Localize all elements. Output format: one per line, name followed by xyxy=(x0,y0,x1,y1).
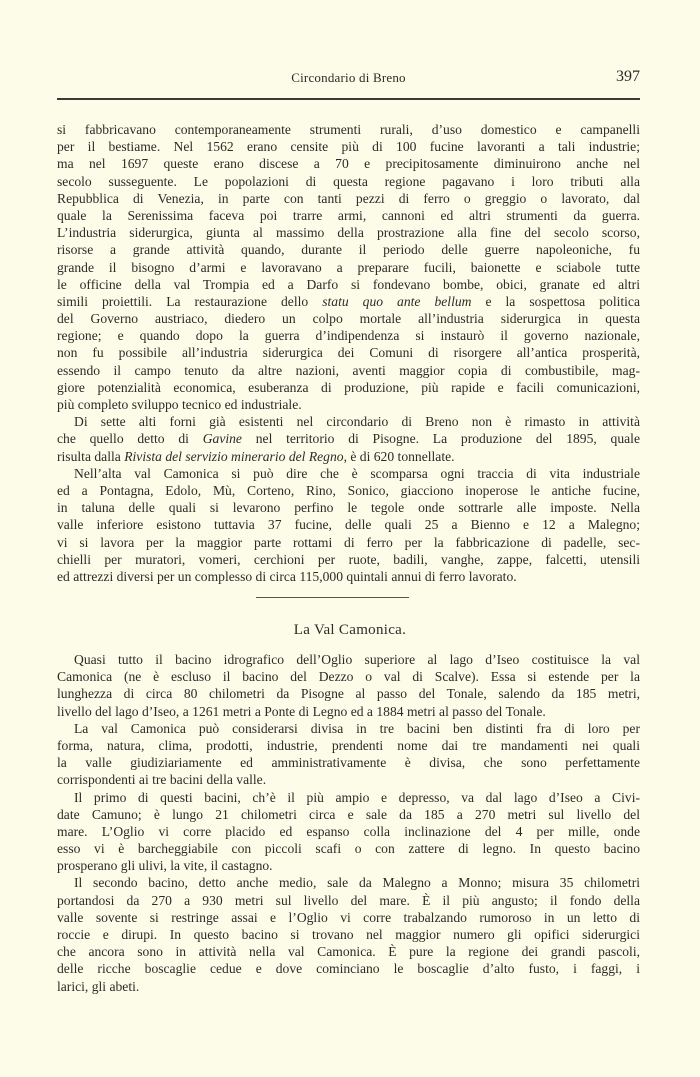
text-line: in taluna delle quali si levarono perfino le tegole onde sottrarle alle imposte. Nella xyxy=(57,500,640,516)
paragraph xyxy=(57,651,640,720)
text-line: date Camuno; è lungo 21 chilometri circa e sale da 185 a 270 metri sul livello del xyxy=(57,806,640,822)
text-line: quale la Serenissima faceva poi trarre armi, cannoni ed altri strumenti da guerra. xyxy=(57,207,640,223)
section-body-val-camonica xyxy=(57,651,640,995)
text-line: ed attrezzi diversi per un complesso di circa 115,000 quintali annui di ferro lavorato. xyxy=(57,568,517,584)
text-line: per il bestiame. Nel 1562 erano censite più di 100 fucine lavoranti a tali industrie; xyxy=(57,139,640,155)
text-line: chielli per muratori, vomeri, cerchioni per ruote, badili, vanghe, zappe, falcetti, utensili xyxy=(57,551,640,567)
section-title: La Val Camonica. xyxy=(293,622,407,638)
text-line: La val Camonica può considerarsi divisa in tre bacini ben distinti fra di loro per xyxy=(74,720,640,736)
text-line: giore potenzialità economica, esuberanza di produzione, più rapide e facili comunicazioni, xyxy=(57,379,640,395)
text-line: non fu possibile all’industria siderurgica dei Comuni di risorgere all’antica prosperità, xyxy=(57,345,640,361)
paragraph xyxy=(57,789,640,875)
text-line: la valle giudiziariamente ed amministrativamente è divisa, che sono perfettamente xyxy=(57,755,640,771)
header-rule xyxy=(57,98,640,100)
text-line: forma, natura, clima, prodotti, industrie, prendenti nome dai tre mandamenti nei quali xyxy=(57,737,640,753)
text-line: che quello detto di Gavine nel territorio di Pisogne. La produzione del 1895, quale xyxy=(57,431,640,447)
text-line: livello del lago d’Iseo, a 1261 metri a Ponte di Legno ed a 1884 metri al passo del Tonale. xyxy=(57,703,546,719)
text-line: valle inferiore esistono tuttavia 37 fucine, delle quali 25 a Bienno e 12 a Malegno; xyxy=(57,517,640,533)
text-line: risorse a grande attività quando, durante il periodo delle guerre napoleoniche, fu xyxy=(57,242,640,258)
text-line: mare. L’Oglio vi corre placido ed espanso colla inclinazione del 4 per mille, onde xyxy=(57,823,640,839)
italic-title: Rivista del servizio minerario del Regno xyxy=(124,448,344,464)
paragraph xyxy=(57,874,640,994)
text-line: L’industria siderurgica, giunta al massimo della prostrazione alla fine del secolo scorso, xyxy=(57,225,640,241)
paragraph xyxy=(57,720,640,789)
text-line: essendo il campo tenuto da altre nazioni, aventi maggior copia di combustibile, mag- xyxy=(57,362,640,378)
text-line: più completo sviluppo tecnico ed industriale. xyxy=(57,397,302,412)
text-line: Il secondo bacino, detto anche medio, sale da Malegno a Monno; misura 35 chilometri xyxy=(74,875,640,891)
text-line: Camonica (ne è escluso il bacino del Dezzo o val di Scalve). Essa si estende per la xyxy=(57,669,640,685)
text-line: regione; e quando dopo la guerra d’indipendenza si instaurò il governo nazionale, xyxy=(57,328,640,344)
text-line: risulta dalla Rivista del servizio minerario del Regno, è di 620 tonnellate. xyxy=(57,448,455,464)
text-line: vi si lavora per la maggior parte rottami di ferro per la fabbricazione di padelle, sec- xyxy=(57,534,640,550)
text-line: ma nel 1697 queste erano discese a 70 e precipitosamente diminuirono anche nel xyxy=(57,156,640,172)
text-line: larici, gli abeti. xyxy=(57,978,140,994)
text-line: che ancora sono in attività nella val Camonica. È pure la regione dei grandi pascoli, xyxy=(57,944,640,960)
paragraph xyxy=(57,121,640,413)
paragraph xyxy=(57,413,640,465)
section-separator xyxy=(256,597,409,598)
running-title: Circondario di Breno xyxy=(291,70,406,85)
section-body-iron-industry xyxy=(57,121,640,585)
text-line: corrispondenti ai tre bacini della valle. xyxy=(57,772,267,788)
text-line: portandosi da 270 a 930 metri sul livello del mare. È il più angusto; il fondo della xyxy=(57,892,640,908)
text-line: delle ricche boscaglie cedue e dove cominciano le boscaglie d’alto fusto, i faggi, i xyxy=(57,961,640,977)
text-line: secolo susseguente. Le popolazioni di questa regione pagavano i loro tributi alla xyxy=(57,173,640,189)
text-line: ed a Pontagna, Edolo, Mù, Corteno, Rino, Sonico, giacciono inoperose le antiche fucine, xyxy=(57,482,640,498)
text-line: Quasi tutto il bacino idrografico dell’Oglio superiore al lago d’Iseo costituisce la val xyxy=(74,652,640,667)
text-line: Di sette alti forni già esistenti nel circondario di Breno non è rimasto in attività xyxy=(74,414,640,430)
page-number: 397 xyxy=(616,68,640,85)
text-line: Nell’alta val Camonica si può dire che è scomparsa ogni traccia di vita industriale xyxy=(74,465,640,481)
running-header xyxy=(57,68,640,88)
italic-title: Gavine xyxy=(202,431,242,447)
text-line: lunghezza di circa 80 chilometri da Pisogne al passo del Tonale, salendo da 185 metri, xyxy=(57,686,640,702)
text-line: Il primo di questi bacini, ch’è il più ampio e depresso, va dal lago d’Iseo a Civi- xyxy=(74,789,640,805)
text-line: esso vi è barcheggiabile con piccoli scafi o con zattere di legno. In questo bacino xyxy=(57,841,640,857)
text-line: valle sovente si restringe assai e l’Oglio vi corre trabalzando rumoroso in un letto di xyxy=(57,909,640,925)
text-line: del Governo austriaco, diedero un colpo mortale all’industria siderurgica in questa xyxy=(57,311,640,327)
text-line: si fabbricavano contemporaneamente strumenti rurali, d’uso domestico e campanelli xyxy=(57,122,640,137)
text-line: le officine della val Trompia ed a Darfo si fondevano bombe, obici, granate ed altri xyxy=(57,276,640,292)
text-line: prosperano gli ulivi, la vite, il castagno. xyxy=(57,858,273,874)
text-line: grande il bisogno d’armi e lavoravano a preparare fucili, baionette e sciabole tutte xyxy=(57,259,640,275)
text-line: roccie e dirupi. In questo bacino si trovano nel maggior numero gli opifici siderurgici xyxy=(57,927,640,942)
text-line: Repubblica di Venezia, in parte con tanti pezzi di ferro o greggio o lavorato, dal xyxy=(57,190,640,206)
text-line: simili proiettili. La restaurazione dello statu quo ante bellum e la sospettosa politica xyxy=(57,293,640,309)
italic-title: statu quo ante bellum xyxy=(322,293,472,309)
paragraph xyxy=(57,465,640,585)
